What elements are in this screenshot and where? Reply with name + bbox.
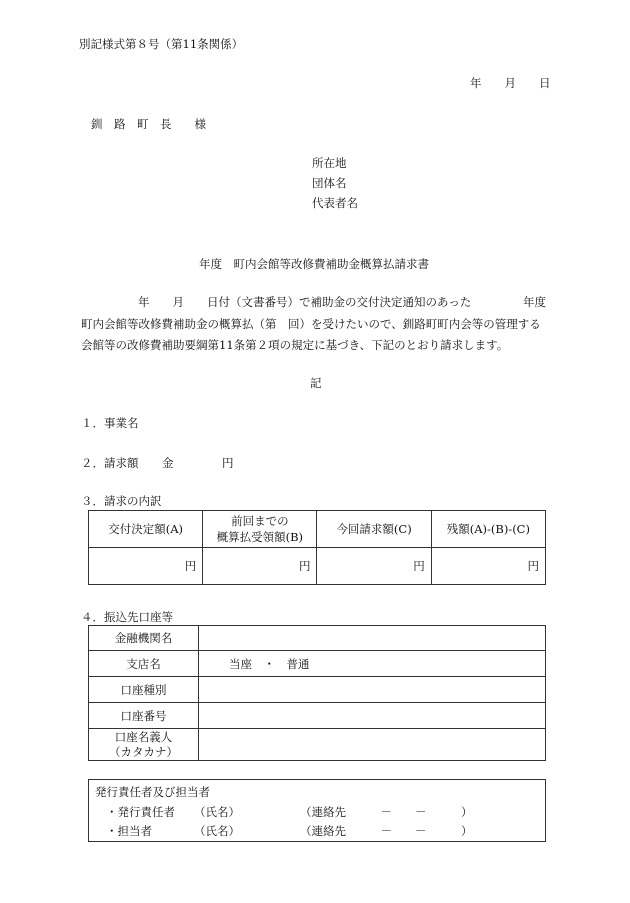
contact-heading: 発行責任者及び担当者 <box>95 785 210 799</box>
representative-label: 代表者名 <box>312 196 358 210</box>
staff-name: （氏名） <box>194 824 240 838</box>
issuer-contact: （連絡先 － － ） <box>300 805 473 819</box>
item2-kin: 金 <box>162 456 174 470</box>
document-title: 年度 町内会館等改修費補助金概算払請求書 <box>199 257 429 271</box>
ki-label: 記 <box>310 376 322 390</box>
form-number: 別記様式第８号（第11条関係） <box>79 37 244 51</box>
account-type-value <box>199 677 546 703</box>
issuer-role: ・発行責任者 <box>106 805 175 819</box>
address-label: 所在地 <box>312 156 347 170</box>
breakdown-table <box>88 510 546 585</box>
account-holder-label <box>89 729 199 761</box>
header-granted-amount: 交付決定額(A) <box>89 511 203 548</box>
account-number-label: 口座番号 <box>89 703 199 729</box>
bank-name-value <box>199 626 546 651</box>
bank-account-table <box>88 625 546 761</box>
staff-role: ・担当者 <box>106 824 152 838</box>
header-remaining: 残額(A)-(B)-(C) <box>431 511 545 548</box>
account-holder-value <box>199 729 546 761</box>
account-holder-label-line2: （カタカナ） <box>109 744 178 759</box>
group-label: 団体名 <box>312 176 347 190</box>
body-line1: 年 月 日付（文書番号）で補助金の交付決定通知のあった <box>138 295 472 309</box>
remaining-yen: 円 <box>431 548 545 585</box>
item2-label: ２．請求額 <box>81 456 139 470</box>
granted-amount-yen: 円 <box>89 548 203 585</box>
contact-box <box>88 779 546 842</box>
current-request-yen: 円 <box>317 548 431 585</box>
date-line: 年 月 日 <box>470 76 551 90</box>
prior-received-yen: 円 <box>203 548 317 585</box>
header-current-request: 今回請求額(C) <box>317 511 431 548</box>
item3-label: ３．請求の内訳 <box>81 494 162 508</box>
branch-name-label: 支店名 <box>89 651 199 677</box>
account-holder-label-line1: 口座名義人 <box>114 729 173 744</box>
body-line3: 会館等の改修費補助要綱第11条第２項の規定に基づき、下記のとおり請求します。 <box>81 338 509 352</box>
header-prior-received-line2: 概算払受領額(B) <box>216 530 304 544</box>
issuer-name: （氏名） <box>194 805 240 819</box>
header-prior-received-line1: 前回までの <box>231 514 289 528</box>
addressee: 釧 路 町 長 様 <box>91 117 206 131</box>
item1-project-name: １．事業名 <box>81 416 139 430</box>
staff-contact: （連絡先 － － ） <box>300 824 473 838</box>
account-number-value <box>199 703 546 729</box>
account-type-label: 口座種別 <box>89 677 199 703</box>
item2-yen: 円 <box>222 456 234 470</box>
body-line1-year: 年度 <box>523 295 546 309</box>
item4-label: ４．振込先口座等 <box>81 610 173 624</box>
header-prior-received <box>203 511 317 548</box>
bank-name-label: 金融機関名 <box>89 626 199 651</box>
account-type-options: 当座 ・ 普通 <box>199 651 546 677</box>
body-line2: 町内会館等改修費補助金の概算払（第 回）を受けたいので、釧路町町内会等の管理する <box>81 317 541 331</box>
